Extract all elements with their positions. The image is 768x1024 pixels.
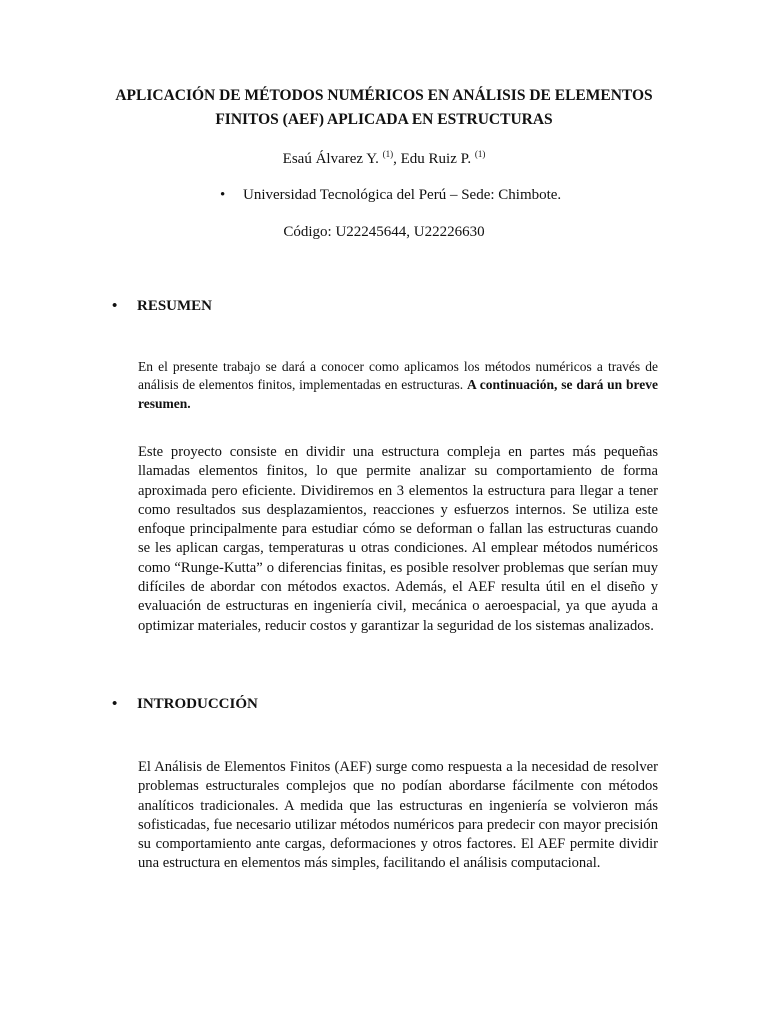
- resumen-intro-text: En el presente trabajo se dará a conocer como aplicamos los métodos numéricos a través de análisis de elementos finitos, implementadas en estructuras.: [138, 359, 658, 393]
- introduccion-bullet: •: [112, 696, 118, 712]
- paper-title-line-1: APLICACIÓN DE MÉTODOS NUMÉRICOS EN ANÁLISIS DE ELEMENTOS: [115, 87, 653, 104]
- author-separator: ,: [393, 151, 401, 167]
- introduccion-body-paragraph: El Análisis de Elementos Finitos (AEF) surge como respuesta a la necesidad de resolver problemas estructurales complejos que no podían abordarse fácilmente con métodos analíticos tradicionales. A medida que las estructuras en ingeniería se volvieron más sofisticadas, fue necesario utilizar métodos numéricos para predecir con mayor precisión su comportamiento ante cargas, deformaciones y otros factores. El AEF permite dividir una estructura en elementos más simples, facilitando el análisis computacional.: [138, 759, 658, 872]
- affiliation-line: [220, 185, 561, 205]
- affiliation-bullet: •: [220, 187, 226, 203]
- author-2-affiliation-mark: (1): [474, 149, 486, 159]
- affiliation-text: Universidad Tecnológica del Perú – Sede: Chimbote.: [243, 187, 562, 203]
- author-1: Esaú Álvarez Y.: [282, 151, 379, 167]
- section-heading-introduccion: [112, 694, 258, 714]
- section-heading-resumen: [112, 296, 212, 316]
- author-1-affiliation-mark: (1): [382, 149, 394, 159]
- student-code: Código: U22245644, U22226630: [283, 224, 485, 240]
- resumen-intro-paragraph: [138, 358, 658, 413]
- resumen-intro-bold: A continuación, se dará un breve resumen.: [138, 377, 658, 411]
- author-2: Edu Ruiz P.: [400, 151, 472, 167]
- introduccion-heading-text: INTRODUCCIÓN: [137, 696, 258, 712]
- resumen-body-paragraph: Este proyecto consiste en dividir una estructura compleja en partes más pequeñas llamadas elementos finitos, lo que permite analizar su comportamiento de forma aproximada pero eficiente. Dividiremos en 3 elementos la estructura para llegar a tener como resultados sus desplazamientos, reacciones y esfuerzos internos. Se utiliza este enfoque principalmente para estudiar cómo se deforman o fallan las estructuras cuando se les aplican cargas, temperaturas u otras condiciones. Al emplear métodos numéricos como “Runge-Kutta” o diferencias finitas, es posible resolver problemas que serían muy difíciles de abordar con métodos exactos. Además, el AEF resulta útil en el diseño y evaluación de estructuras en ingeniería civil, mecánica o aeroespacial, ya que ayuda a optimizar materiales, reducir costos y garantizar la seguridad de los sistemas analizados.: [138, 444, 658, 634]
- resumen-bullet: •: [112, 298, 118, 314]
- paper-title: [90, 84, 678, 132]
- author-line: [90, 149, 678, 169]
- resumen-heading-text: RESUMEN: [137, 298, 213, 314]
- paper-title-line-2: FINITOS (AEF) APLICADA EN ESTRUCTURAS: [215, 111, 553, 128]
